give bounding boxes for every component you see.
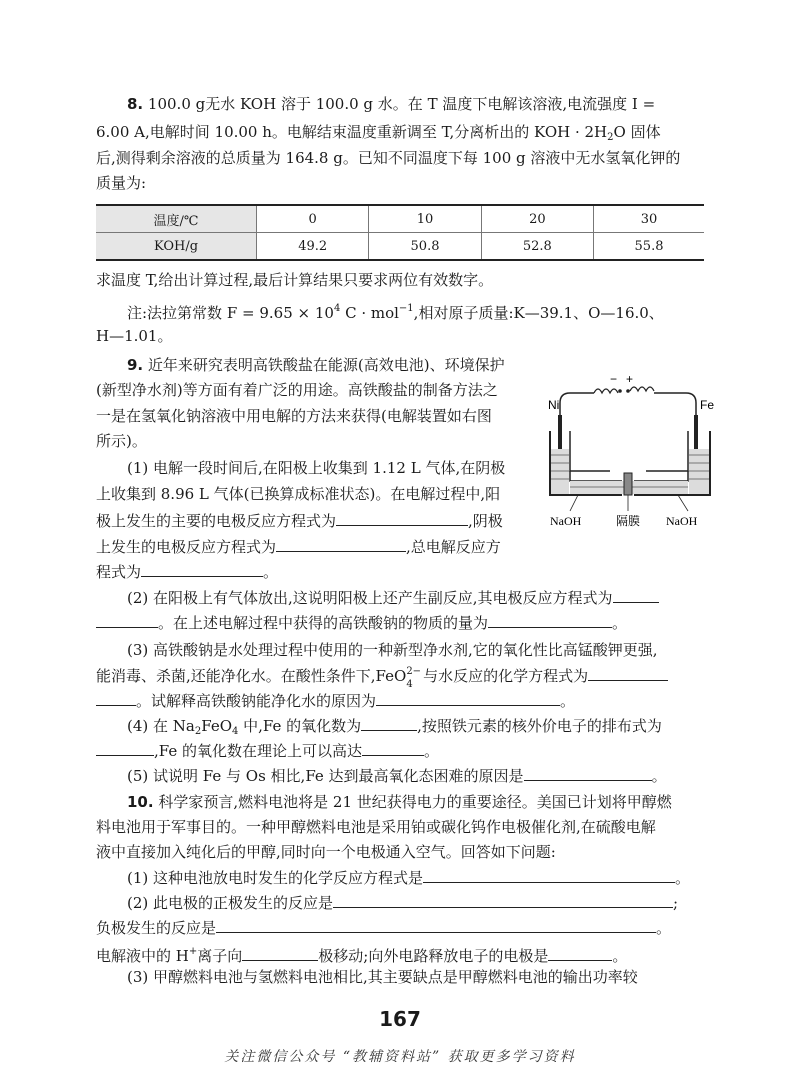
q9-part2-line2: 。在上述电解过程中获得的高铁酸钠的物质的量为 。 <box>96 612 704 633</box>
q9-part3-line3: 。试解释高铁酸钠能净化水的原因为 。 <box>96 690 704 711</box>
q8-line1: 8. 100.0 g无水 KOH 溶于 100.0 g 水。在 T 温度下电解该溶液,电流强度 I = <box>127 95 656 113</box>
table-cell: 50.8 <box>369 233 481 261</box>
answer-blank[interactable] <box>96 740 154 756</box>
naoh-left-label: NaOH <box>550 514 582 528</box>
q10-part2: (2) 此电极的正极发生的反应是 ; <box>127 894 679 912</box>
answer-blank[interactable] <box>333 892 673 908</box>
answer-blank[interactable] <box>423 867 675 883</box>
plus-sign: + <box>626 372 634 386</box>
answer-blank[interactable] <box>141 561 263 577</box>
table-header-cell: KOH/g <box>96 233 257 261</box>
table-row <box>96 233 704 261</box>
minus-sign: − <box>610 372 618 386</box>
table-cell: 49.2 <box>257 233 369 261</box>
answer-blank[interactable] <box>613 587 659 603</box>
answer-blank[interactable] <box>588 665 668 681</box>
q8-line2: 6.00 A,电解时间 10.00 h。电解结束温度重新调至 T,分离析出的 KOH · $2H_2O$ 固体 <box>96 123 661 143</box>
membrane-label: 隔膜 <box>616 514 641 528</box>
q9-part4-line1: (4) 在 $Na_2FeO_4$ 中,Fe 的氧化数为 ,按照铁元素的核外价电子的排布式为 <box>127 717 662 737</box>
table-cell: 52.8 <box>481 233 593 261</box>
answer-blank[interactable] <box>216 917 656 933</box>
q8-note: 注:法拉第常数 $F = 9.65 \times 10^4$ C · mol$^{-1}$,相对原子质量:K—39.1、O—16.0、 <box>127 303 664 322</box>
page-number: 167 <box>379 1007 421 1031</box>
q9-intro4: 所示)。 <box>96 432 147 450</box>
q8-note-cont: H—1.01。 <box>96 327 173 345</box>
q9-part1-line3: 极上发生的主要的电极反应方程式为 ,阴极 <box>96 512 503 530</box>
q9-part1-line2: 上收集到 8.96 L 气体(已换算成标准状态)。在电解过程中,阳 <box>96 485 501 503</box>
table-header-cell: 温度/℃ <box>96 205 257 233</box>
naoh-right-label: NaOH <box>666 514 698 528</box>
q9-part1-line5: 程式为 。 <box>96 563 279 581</box>
q9-part1-line4: 上发生的电极反应方程式为 ,总电解反应方 <box>96 538 501 556</box>
q10-intro3: 液中直接加入纯化后的甲醇,同时向一个电极通入空气。回答如下问题: <box>96 843 556 861</box>
q10-intro1: 10. 科学家预言,燃料电池将是 21 世纪获得电力的重要途径。美国已计划将甲醇燃 <box>127 793 672 811</box>
koh-solubility-table <box>96 204 704 261</box>
answer-blank[interactable] <box>362 740 424 756</box>
answer-blank[interactable] <box>242 945 318 961</box>
q9-part1-line1: (1) 电解一段时间后,在阳极上收集到 1.12 L 气体,在阴极 <box>127 459 506 477</box>
answer-blank[interactable] <box>336 510 468 526</box>
q10-part2-hplus: 电解液中的 H+离子向 极移动;向外电路释放电子的电极是 。 <box>96 946 628 965</box>
answer-blank[interactable] <box>96 612 158 628</box>
answer-blank[interactable] <box>376 690 560 706</box>
table-row <box>96 205 704 233</box>
answer-blank[interactable] <box>524 765 652 781</box>
q8-number: 8. <box>127 95 144 113</box>
q9-intro3: 一是在氢氧化钠溶液中用电解的方法来获得(电解装置如右图 <box>96 407 492 425</box>
q8-line4: 质量为: <box>96 174 147 192</box>
table-cell: 0 <box>257 205 369 233</box>
q9-part3-line2: 能消毒、杀菌,还能净化水。在酸性条件下,FeO 2− 4 与水反应的化学方程式为 <box>96 665 704 686</box>
q10-intro2: 料电池用于军事目的。一种甲醇燃料电池是采用铂或碳化钨作电极催化剂,在硫酸电解 <box>96 818 656 836</box>
table-cell: 30 <box>594 205 704 233</box>
electrolysis-apparatus-diagram <box>548 363 718 531</box>
answer-blank[interactable] <box>276 536 406 552</box>
answer-blank[interactable] <box>488 612 612 628</box>
q9-number: 9. <box>127 356 144 374</box>
q9-part2-line1: (2) 在阳极上有气体放出,这说明阳极上还产生副反应,其电极反应方程式为 <box>127 587 704 608</box>
q10-part2-negative: 负极发生的反应是 。 <box>96 919 672 937</box>
answer-blank[interactable] <box>96 690 136 706</box>
ni-label: Ni <box>548 398 560 412</box>
q10-part1: (1) 这种电池放电时发生的化学反应方程式是 。 <box>127 869 691 887</box>
q8-ask: 求温度 T,给出计算过程,最后计算结果只要求两位有效数字。 <box>96 271 494 289</box>
answer-blank[interactable] <box>548 945 612 961</box>
q9-intro2: (新型净水剂)等方面有着广泛的用途。高铁酸盐的制备方法之 <box>96 381 498 399</box>
q8-line3: 后,测得剩余溶液的总质量为 164.8 g。已知不同温度下每 100 g 溶液中无水氢氧化钾的 <box>96 149 681 167</box>
footer-watermark: 关注微信公众号 “教辅资料站” 获取更多学习资料 <box>224 1049 576 1065</box>
q10-part3: (3) 甲醇燃料电池与氢燃料电池相比,其主要缺点是甲醇燃料电池的输出功率较 <box>127 968 638 986</box>
fe-label: Fe <box>700 398 715 412</box>
q10-number: 10. <box>127 793 154 811</box>
answer-blank[interactable] <box>361 715 417 731</box>
q9-intro1: 9. 近年来研究表明高铁酸盐在能源(高效电池)、环境保护 <box>127 356 505 374</box>
q9-part4-line2: ,Fe 的氧化数在理论上可以高达 。 <box>96 740 704 761</box>
table-cell: 55.8 <box>594 233 704 261</box>
table-cell: 20 <box>481 205 593 233</box>
q9-part5: (5) 试说明 Fe 与 Os 相比,Fe 达到最高氧化态困难的原因是 。 <box>127 767 667 785</box>
q9-part3-line1: (3) 高铁酸钠是水处理过程中使用的一种新型净水剂,它的氧化性比高锰酸钾更强, <box>127 641 658 659</box>
table-cell: 10 <box>369 205 481 233</box>
